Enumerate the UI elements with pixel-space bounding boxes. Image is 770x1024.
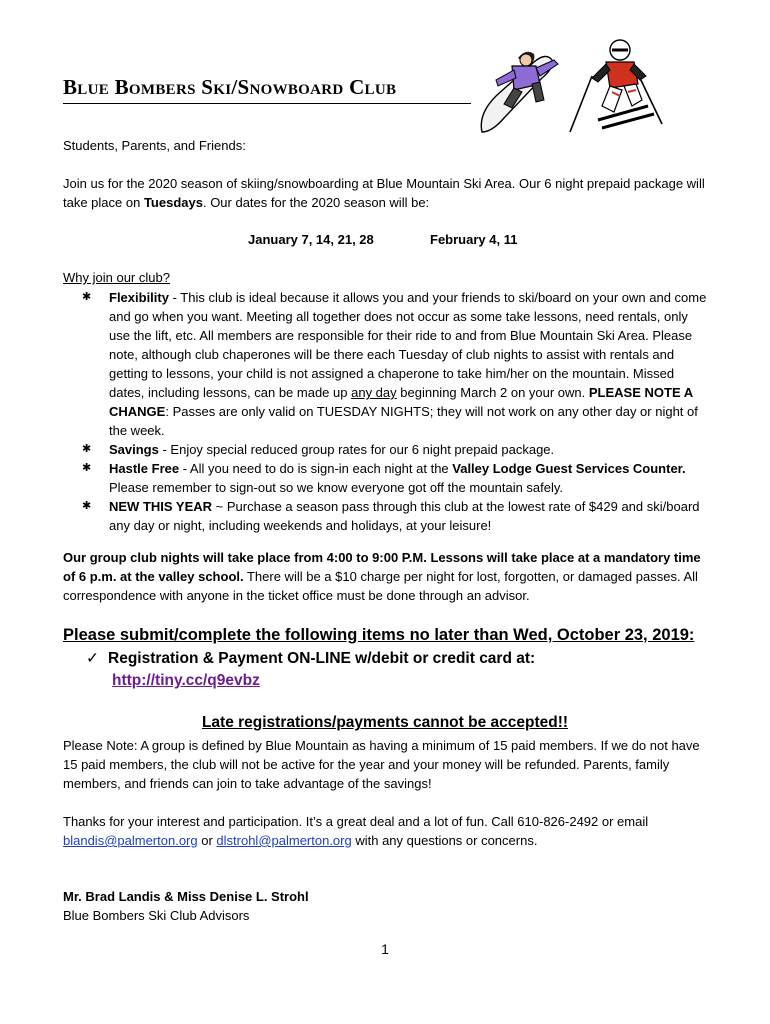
late-notice: Late registrations/payments cannot be accepted!! [201, 714, 569, 731]
benefits-list [82, 288, 707, 535]
list-item: ✱ Hastle Free - All you need to do is sign-in each night at the Valley Lodge Guest Services Counter. Please remember to sign-out so we know everyone got off the mountain safely. [82, 461, 686, 495]
advisor-names: Mr. Brad Landis & Miss Denise L. Strohl [63, 889, 309, 904]
group-note: Please Note: A group is defined by Blue Mountain as having a minimum of 15 paid members. If we do not have 15 paid members, the club will not be active for the year and your money will be refunded. Parents, family members, and friends can join to take advantage of the savings! [63, 738, 700, 791]
bullet-icon: ✱ [82, 500, 92, 512]
registration-link[interactable]: http://tiny.cc/q9evbz [112, 672, 260, 689]
snowboarder-icon [474, 44, 564, 140]
day-of-week: Tuesdays [143, 195, 203, 210]
greeting: Students, Parents, and Friends: [63, 138, 246, 153]
advisor-role: Blue Bombers Ski Club Advisors [63, 908, 250, 923]
email-link-strohl[interactable]: dlstrohl@palmerton.org [216, 833, 352, 848]
intro-paragraph: Join us for the 2020 season of skiing/snowboarding at Blue Mountain Ski Area. Our 6 night prepaid package will take place on Tuesdays. Our dates for the 2020 season will be: [63, 176, 705, 210]
schedule-paragraph: Our group club nights will take place from 4:00 to 9:00 P.M. Lessons will take place at a mandatory time of 6 p.m. at the valley school. There will be a $10 charge per night for lost, forgotten, or damaged passes. All correspondence with anyone in the ticket office must be done through an advisor. [63, 550, 701, 603]
registration-item: ✓ Registration & Payment ON-LINE w/debit or credit card at: [86, 648, 535, 670]
why-join-heading: Why join our club? [63, 270, 170, 285]
bullet-icon: ✱ [82, 462, 92, 474]
list-item: ✱ NEW THIS YEAR ~ Purchase a season pass through this club at the lowest rate of $429 and ski/board any day or night, including weekends and holidays, at your leisure! [82, 499, 700, 533]
bullet-icon: ✱ [82, 291, 92, 303]
contact-paragraph: Thanks for your interest and participation. It’s a great deal and a lot of fun. Call 610-826-2492 or email blandis@palmerton.org or dlstrohl@palmerton.org with any questions or concerns. [63, 814, 649, 848]
february-dates: February 4, 11 [430, 232, 518, 247]
deadline-heading: Please submit/complete the following items no later than Wed, October 23, 2019: [63, 626, 695, 644]
january-dates: January 7, 14, 21, 28 [248, 232, 374, 247]
club-title: Blue Bombers Ski/Snowboard Club [63, 75, 397, 99]
list-item: ✱ Flexibility - This club is ideal because it allows you and your friends to ski/board on your own and come and go when you want. Meeting all together does not occur as some take lessons, need rentals, only use the lift, etc. All members are responsible for their ride to and from Blue Mountain Ski Area. Please note, although club chaperones will be there each Tuesday of club nights to assist with rentals and getting to lessons, your child is not assigned a chaperone to take him/her on the mountain. Missed dates, including lessons, can be made up any day beginning March 2 on your own. PLEASE NOTE A CHANGE: Passes are only valid on TUESDAY NIGHTS; they will not work on any other day or night of the week. [82, 290, 707, 438]
email-link-landis[interactable]: blandis@palmerton.org [63, 833, 198, 848]
list-item: ✱ Savings - Enjoy special reduced group rates for our 6 night prepaid package. [82, 442, 555, 457]
page-number: 1 [381, 941, 389, 957]
title-underline [63, 103, 471, 104]
skier-icon [562, 36, 670, 138]
checkmark-icon: ✓ [86, 650, 99, 667]
bullet-icon: ✱ [82, 443, 92, 455]
